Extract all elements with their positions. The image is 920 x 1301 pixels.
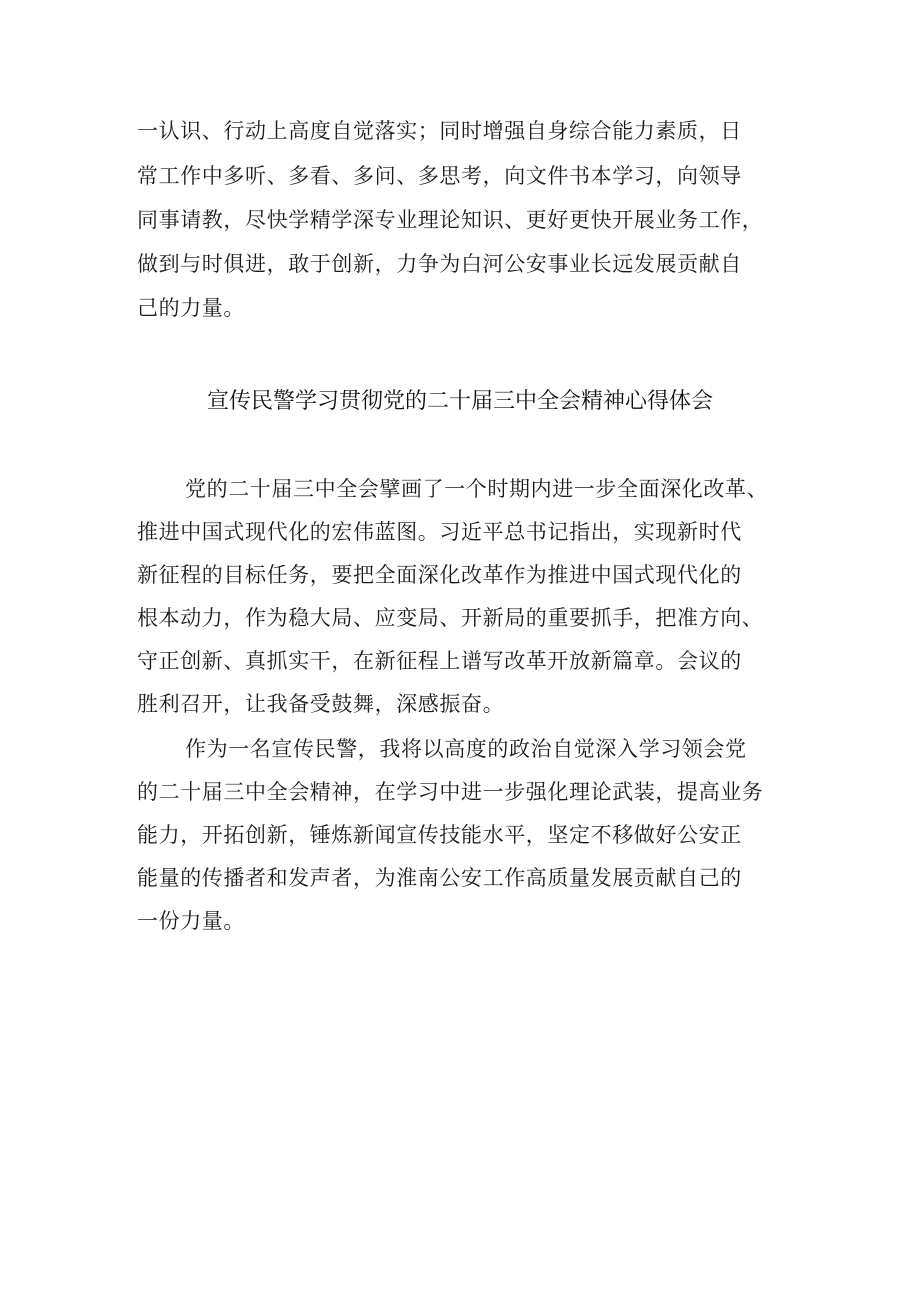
text-line: 的二十届三中全会精神，在学习中进一步强化理论武装，提高业务 [137, 780, 764, 804]
text-line: 守正创新、真抓实干，在新征程上谱写改革开放新篇章。会议的 [137, 649, 742, 673]
text-line: 党的二十届三中全会擘画了一个时期内进一步全面深化改革、 [185, 477, 769, 501]
text-line: 一份力量。 [137, 909, 245, 933]
text-line: 常工作中多听、多看、多问、多思考，向文件书本学习，向领导 [137, 164, 742, 188]
text-line: 根本动力，作为稳大局、应变局、开新局的重要抓手，把准方向、 [137, 606, 764, 630]
text-line: 胜利召开，让我备受鼓舞，深感振奋。 [137, 692, 505, 716]
text-line: 推进中国式现代化的宏伟蓝图。习近平总书记指出，实现新时代 [137, 520, 742, 544]
text-line: 一认识、行动上高度自觉落实；同时增强自身综合能力素质，日 [137, 119, 742, 143]
text-line: 新征程的目标任务，要把全面深化改革作为推进中国式现代化的 [137, 563, 742, 587]
text-line: 做到与时俱进，敢于创新，力争为白河公安事业长远发展贡献自 [137, 252, 742, 276]
article-title: 宣传民警学习贯彻党的二十届三中全会精神心得体会 [206, 389, 713, 414]
text-line: 能量的传播者和发声者，为淮南公安工作高质量发展贡献自己的 [137, 866, 742, 890]
text-line: 作为一名宣传民警，我将以高度的政治自觉深入学习领会党 [185, 737, 747, 761]
text-line: 能力，开拓创新，锤炼新闻宣传技能水平，坚定不移做好公安正 [137, 823, 742, 847]
text-line: 己的力量。 [137, 296, 245, 320]
text-line: 同事请教，尽快学精学深专业理论知识、更好更快开展业务工作， [137, 208, 764, 232]
